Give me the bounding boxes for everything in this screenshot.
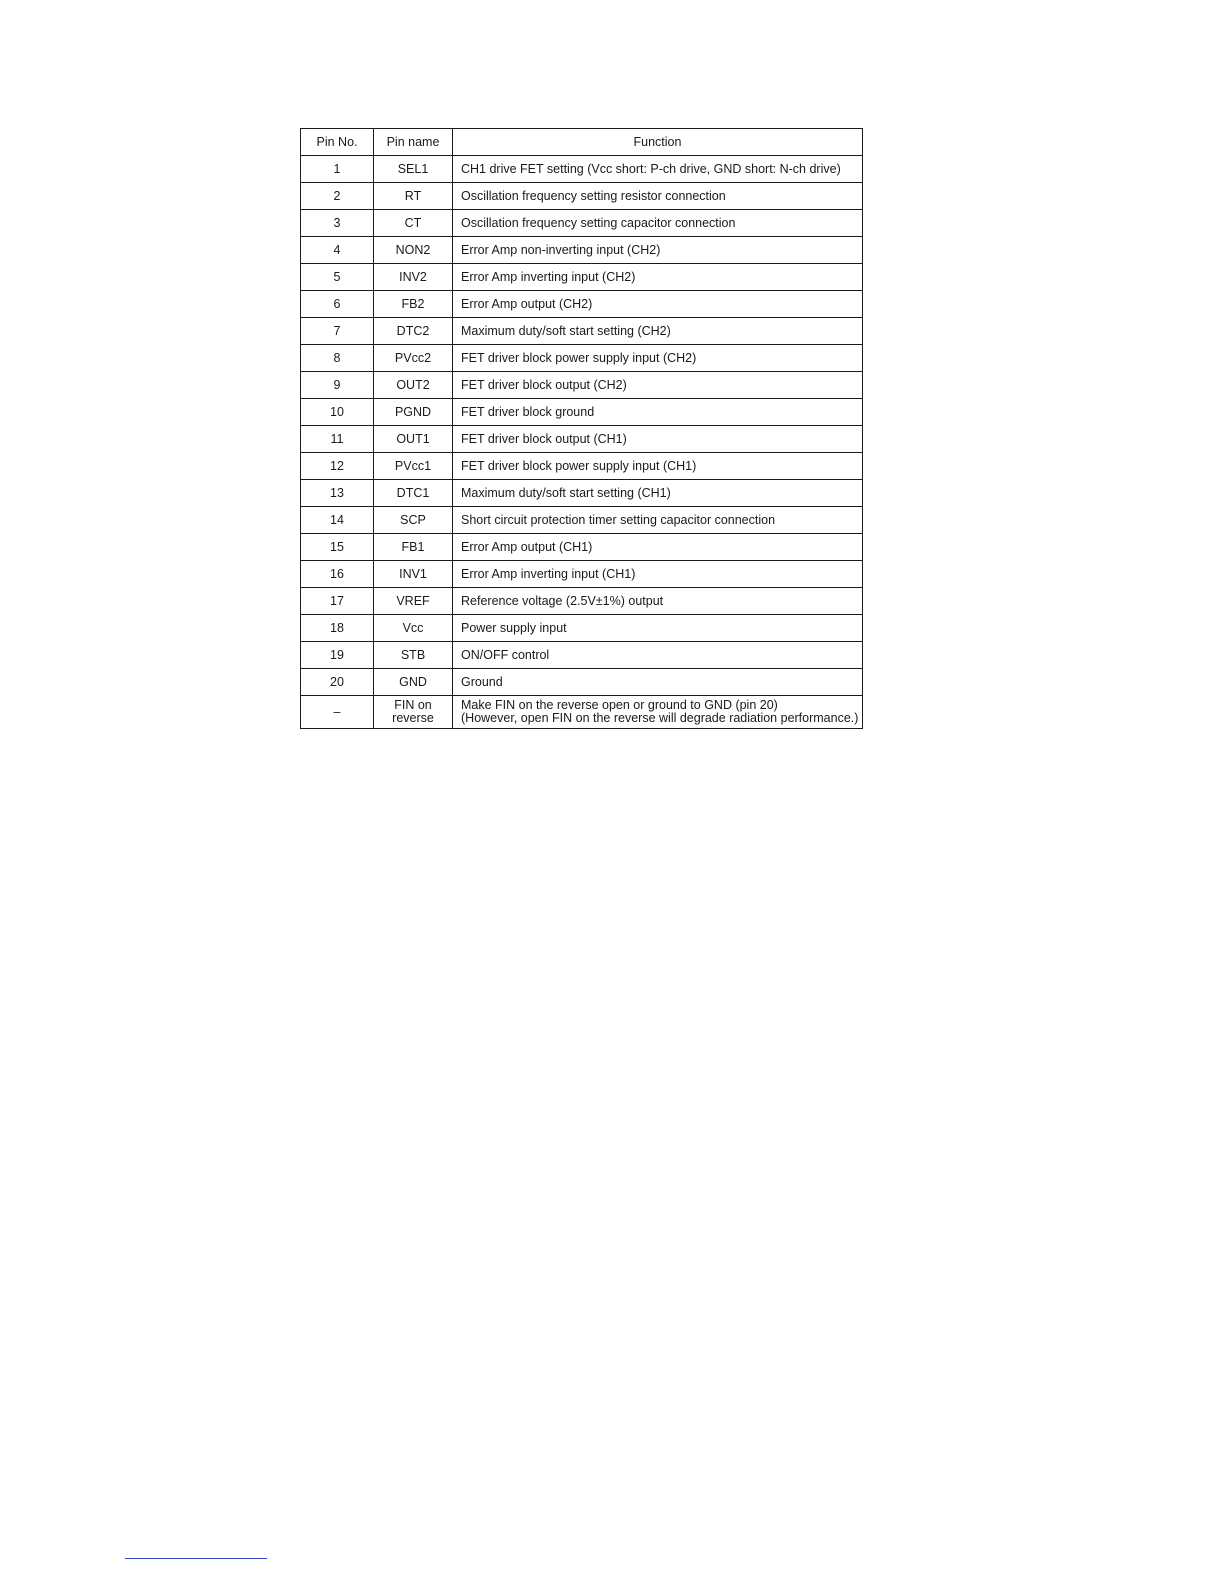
pin-name-cell: SCP [374,507,453,534]
table-row [301,615,863,642]
pin-no-cell: 3 [301,210,374,237]
function-cell: Error Amp output (CH1) [453,534,863,561]
table-row [301,642,863,669]
header-pin-no: Pin No. [301,129,374,156]
pin-no-cell: 7 [301,318,374,345]
pin-name-cell: RT [374,183,453,210]
function-cell: FET driver block output (CH2) [453,372,863,399]
function-cell [453,696,863,729]
pin-name-cell: PVcc2 [374,345,453,372]
function-cell: Error Amp output (CH2) [453,291,863,318]
pin-no-cell: 18 [301,615,374,642]
pin-name-cell: GND [374,669,453,696]
pin-name-cell: OUT1 [374,426,453,453]
pin-no-cell: 19 [301,642,374,669]
table-row [301,561,863,588]
function-cell: Error Amp inverting input (CH1) [453,561,863,588]
pin-no-cell: 10 [301,399,374,426]
pin-no-cell: 14 [301,507,374,534]
pin-name-cell: PVcc1 [374,453,453,480]
pin-no-cell: 8 [301,345,374,372]
pin-name-cell: FIN on reverse [374,696,453,729]
pin-no-cell: 15 [301,534,374,561]
function-cell: Maximum duty/soft start setting (CH1) [453,480,863,507]
pin-name-cell: INV1 [374,561,453,588]
pin-no-cell: 16 [301,561,374,588]
pin-name-cell: SEL1 [374,156,453,183]
pin-no-cell: 9 [301,372,374,399]
pin-name-cell: DTC2 [374,318,453,345]
pin-no-cell: 2 [301,183,374,210]
table-row [301,480,863,507]
header-function: Function [453,129,863,156]
pin-no-cell: 12 [301,453,374,480]
pin-no-cell: 5 [301,264,374,291]
function-cell: Ground [453,669,863,696]
pin-name-cell: DTC1 [374,480,453,507]
table-row [301,237,863,264]
pin-name-cell: PGND [374,399,453,426]
table-row [301,453,863,480]
pin-name-cell: VREF [374,588,453,615]
pin-no-cell: – [301,696,374,729]
table-row [301,264,863,291]
table-header-row [301,129,863,156]
function-cell: Oscillation frequency setting capacitor connection [453,210,863,237]
table-row [301,669,863,696]
function-line-2: (However, open FIN on the reverse will degrade radiation performance.) [461,711,859,725]
pin-name-cell: CT [374,210,453,237]
pin-no-cell: 13 [301,480,374,507]
function-cell: FET driver block power supply input (CH2) [453,345,863,372]
function-cell: Short circuit protection timer setting capacitor connection [453,507,863,534]
pin-no-cell: 20 [301,669,374,696]
pin-name-cell: Vcc [374,615,453,642]
table-row [301,345,863,372]
function-line-1: Make FIN on the reverse open or ground to GND (pin 20) [461,698,778,712]
header-pin-name: Pin name [374,129,453,156]
function-cell: Oscillation frequency setting resistor connection [453,183,863,210]
function-cell: FET driver block power supply input (CH1) [453,453,863,480]
pin-function-table [300,128,863,729]
table-row [301,372,863,399]
table-row [301,507,863,534]
function-cell: Error Amp inverting input (CH2) [453,264,863,291]
table-row [301,318,863,345]
table-row [301,183,863,210]
table-body [301,156,863,729]
function-cell: CH1 drive FET setting (Vcc short: P-ch drive, GND short: N-ch drive) [453,156,863,183]
pin-no-cell: 4 [301,237,374,264]
function-cell: Maximum duty/soft start setting (CH2) [453,318,863,345]
function-cell: Power supply input [453,615,863,642]
function-cell: FET driver block ground [453,399,863,426]
pin-name-cell: FB2 [374,291,453,318]
table-row [301,588,863,615]
pin-no-cell: 17 [301,588,374,615]
pin-no-cell: 1 [301,156,374,183]
pin-name-cell: STB [374,642,453,669]
table-row [301,156,863,183]
pin-name-cell: INV2 [374,264,453,291]
function-cell: Error Amp non-inverting input (CH2) [453,237,863,264]
pin-name-cell: NON2 [374,237,453,264]
table-row [301,291,863,318]
table-row-fin [301,696,863,729]
function-cell: ON/OFF control [453,642,863,669]
table-row [301,534,863,561]
pin-name-cell: OUT2 [374,372,453,399]
pin-no-cell: 11 [301,426,374,453]
function-cell: FET driver block output (CH1) [453,426,863,453]
table-row [301,399,863,426]
table-row [301,426,863,453]
pin-no-cell: 6 [301,291,374,318]
footnote-separator [125,1558,267,1559]
table-row [301,210,863,237]
pin-name-cell: FB1 [374,534,453,561]
function-cell: Reference voltage (2.5V±1%) output [453,588,863,615]
